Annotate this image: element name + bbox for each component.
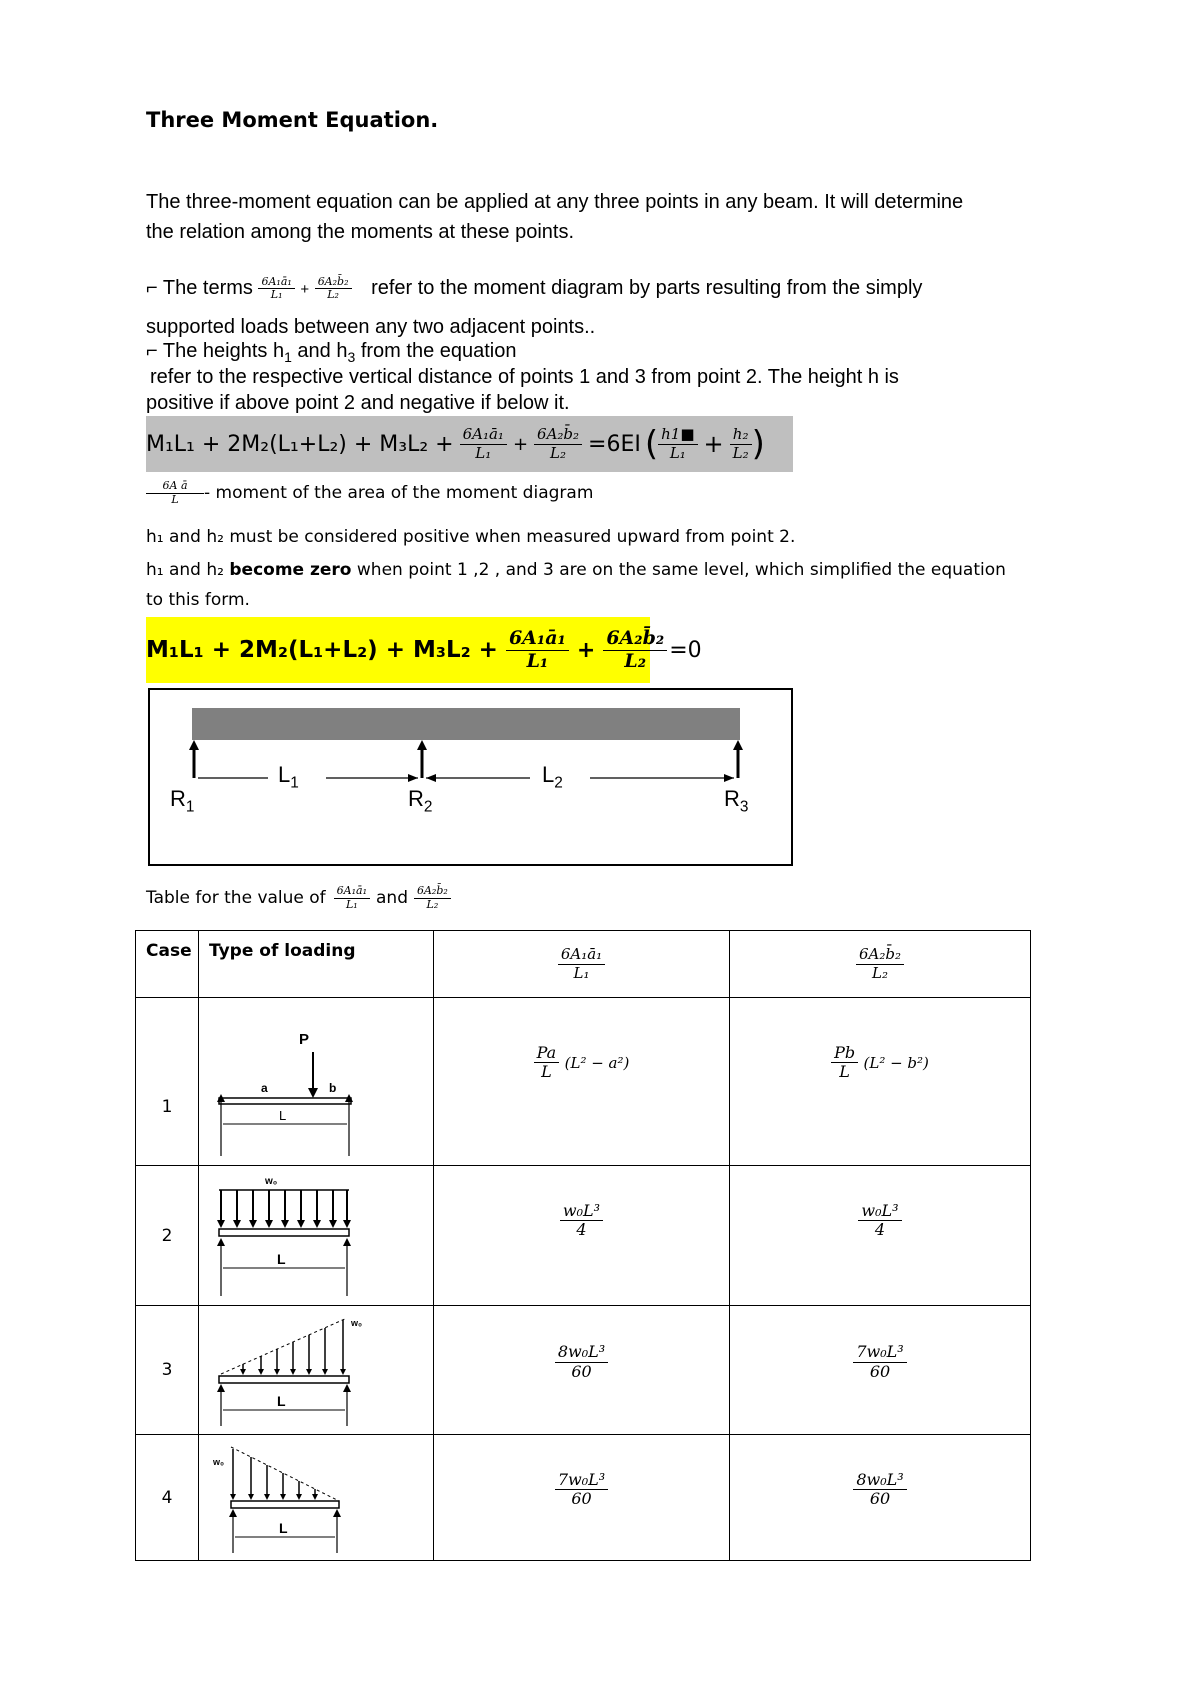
intro-line-1: The three-moment equation can be applied at any three points in any beam. It will determine xyxy=(146,191,964,213)
support-left-head xyxy=(217,1238,225,1246)
note-h-zero-post: when point 1 ,2 , and 3 are on the same level, which simplified the equation xyxy=(351,560,1006,580)
col1-fraction: $\frac{\text{w₀L³}}{4}$ xyxy=(560,1202,603,1240)
label-l1-main: L xyxy=(278,762,291,787)
eq1-fraction-h1: $\frac{h1■}{\text{L₁}}$ xyxy=(658,426,697,462)
eq1-fraction-h2: $\frac{\text{h₂}}{\text{L₂}}$ xyxy=(730,426,752,462)
point-load-diagram xyxy=(199,998,432,1160)
load-arrows xyxy=(243,1320,343,1372)
paren-close: ) xyxy=(751,424,765,464)
header-loading: Type of loading xyxy=(199,931,434,998)
page-title: Three Moment Equation. xyxy=(146,108,439,132)
support-left-head xyxy=(217,1384,225,1392)
support-right-head xyxy=(343,1384,351,1392)
caption-fraction-a1: $\frac{\text{6A₁ā₁}}{\text{L₁}}$ xyxy=(334,885,370,911)
note-h-positive: h₁ and h₂ must be considered positive when measured upward from point 2. xyxy=(146,527,796,547)
label-l2 xyxy=(542,762,563,792)
fraction-6a1a1-l1: $\frac{\text{6A₁ā₁}}{\text{L₁}}$ xyxy=(258,276,294,302)
table-row xyxy=(136,1306,1031,1435)
beam xyxy=(219,1229,349,1236)
table-caption xyxy=(146,885,451,911)
col2-fraction: $\frac{\text{8w₀L³}}{60}$ xyxy=(853,1471,906,1509)
paren-open: ( xyxy=(644,424,659,464)
label-b: b xyxy=(329,1081,337,1095)
bullet-terms xyxy=(146,268,922,310)
col2-value xyxy=(730,1435,1031,1561)
para2-line-2: positive if above point 2 and negative if below it. xyxy=(146,392,570,414)
bullet-mark: ⌐ xyxy=(146,340,158,362)
table-row xyxy=(136,998,1031,1166)
label-l2-sub: 2 xyxy=(554,774,563,792)
label-r1-sub: 1 xyxy=(185,798,195,816)
label-l1 xyxy=(278,762,299,792)
caption-fraction-b2: $\frac{\text{6A₂b̄₂}}{\text{L₂}}$ xyxy=(414,885,451,911)
header-col2 xyxy=(730,931,1031,998)
col2-value xyxy=(730,1166,1031,1306)
bullet-mark: ⌐ xyxy=(146,277,158,299)
label-r3-main: R xyxy=(724,786,740,811)
bullet-terms-line-2: supported loads between any two adjacent points.. xyxy=(146,316,596,338)
header-fraction-b2: $\frac{\text{6A₂b̄₂}}{\text{L₂}}$ xyxy=(856,946,904,982)
support-arrowhead-2 xyxy=(417,740,427,750)
label-l2-main: L xyxy=(542,762,555,787)
beam xyxy=(231,1501,339,1508)
loading-figure-cell xyxy=(199,1306,434,1435)
bullet-heights-mid: and h xyxy=(291,340,348,362)
col2-value xyxy=(730,998,1031,1166)
col1-fraction: $\frac{Pa}{L}$ xyxy=(534,1044,560,1082)
label-l: L xyxy=(279,1108,287,1123)
case-number: 4 xyxy=(136,1435,199,1561)
load-arrows xyxy=(233,1449,315,1497)
table-row xyxy=(136,1435,1031,1561)
uniform-load-diagram xyxy=(199,1166,432,1300)
case-number: 3 xyxy=(136,1306,199,1435)
triangular-load-decreasing-diagram xyxy=(199,1435,432,1555)
eq1-plus: + xyxy=(512,433,529,455)
table-caption-and: and xyxy=(376,888,408,909)
table-caption-pre: Table for the value of xyxy=(146,888,326,909)
label-r2 xyxy=(408,786,432,816)
col1-value xyxy=(434,1166,730,1306)
support-right-head xyxy=(333,1509,341,1517)
table-header-row xyxy=(136,931,1031,998)
note-to-this-form: to this form. xyxy=(146,590,250,610)
sub-1: 1 xyxy=(284,349,292,365)
fraction-6a-a-l: $\frac{\text{6A ā}}{L}$ xyxy=(146,480,204,506)
col1-value xyxy=(434,998,730,1166)
support-arrowhead-1 xyxy=(189,740,199,750)
header-case: Case xyxy=(136,931,199,998)
loading-table xyxy=(135,930,1031,1561)
table-row xyxy=(136,1166,1031,1306)
note-h-zero-bold: become zero xyxy=(229,560,352,580)
case-number: 1 xyxy=(136,998,199,1166)
equation-simplified xyxy=(146,617,702,683)
support-right-head xyxy=(343,1238,351,1246)
label-r1 xyxy=(170,786,194,816)
label-p: P xyxy=(299,1031,310,1048)
label-r1-main: R xyxy=(170,786,186,811)
fraction-6a2b2-l2: $\frac{\text{6A₂b̄₂}}{\text{L₂}}$ xyxy=(315,276,352,302)
beam-bar xyxy=(192,708,740,740)
sub-3: 3 xyxy=(347,349,356,365)
triangular-load-increasing-diagram xyxy=(199,1306,432,1429)
eq2-fraction-a1: $\frac{\text{6A₁ā₁}}{\text{L₁}}$ xyxy=(506,628,569,673)
support-left-head xyxy=(229,1509,237,1517)
moment-area-text: - moment of the area of the moment diagram xyxy=(204,483,594,504)
header-fraction-a1: $\frac{\text{6A₁ā₁}}{\text{L₁}}$ xyxy=(558,946,605,982)
label-r2-sub: 2 xyxy=(423,798,433,816)
col2-tail: (L² − b²) xyxy=(863,1053,929,1072)
beam-diagram xyxy=(150,690,791,864)
eq2-fraction-b2: $\frac{\text{6A₂b̄₂}}{\text{L₂}}$ xyxy=(603,628,667,673)
col2-value xyxy=(730,1306,1031,1435)
equation-general-lhs: M₁L₁ + 2M₂(L₁+L₂) + M₃L₂ + xyxy=(146,431,454,457)
col1-value xyxy=(434,1306,730,1435)
load-arrowheads xyxy=(240,1369,346,1375)
label-r3-sub: 3 xyxy=(739,798,749,816)
dim-arrowhead-l1 xyxy=(408,774,418,782)
equation-general xyxy=(146,416,765,472)
eq2-plus: + xyxy=(576,637,596,663)
note-h-zero xyxy=(146,560,1006,580)
plus-sign: + xyxy=(300,281,310,298)
equation-simplified-lhs: M₁L₁ + 2M₂(L₁+L₂) + M₃L₂ + xyxy=(146,637,498,663)
moment-area-note xyxy=(146,480,593,506)
load-slope xyxy=(221,1318,347,1374)
bullet-heights-pre: The heights h xyxy=(157,340,285,362)
dim-arrowhead-l2 xyxy=(724,774,734,782)
note-h-zero-pre: h₁ and h₂ xyxy=(146,560,230,580)
para2-line-1: refer to the respective vertical distance of points 1 and 3 from point 2. The height h is xyxy=(150,366,899,388)
load-arrows xyxy=(221,1190,347,1224)
col2-fraction: $\frac{\text{w₀L³}}{4}$ xyxy=(858,1202,901,1240)
eq1-fraction-a1: $\frac{\text{6A₁ā₁}}{\text{L₁}}$ xyxy=(460,426,507,462)
beam xyxy=(219,1098,351,1104)
load-arrowheads xyxy=(230,1494,318,1500)
support-arrowhead-3 xyxy=(733,740,743,750)
loading-figure-cell xyxy=(199,1166,434,1306)
eq1-fraction-b2: $\frac{\text{6A₂b̄₂}}{\text{L₂}}$ xyxy=(534,426,582,462)
load-slope xyxy=(231,1447,339,1501)
beam xyxy=(219,1376,349,1383)
bullet-terms-post: refer to the moment diagram by parts resulting from the simply xyxy=(371,277,923,299)
label-l1-sub: 1 xyxy=(290,774,299,792)
point-load-arrowhead xyxy=(308,1088,318,1098)
case-number: 2 xyxy=(136,1166,199,1306)
beam-figure xyxy=(148,688,793,866)
label-w0: w₀ xyxy=(213,1457,225,1467)
col1-value xyxy=(434,1435,730,1561)
bullet-terms-pre: The terms xyxy=(157,277,259,299)
label-w0: w₀ xyxy=(351,1318,363,1328)
eq1-plus-2: + xyxy=(703,430,724,458)
label-l: L xyxy=(277,1251,286,1267)
load-arrowheads xyxy=(217,1220,351,1228)
bullet-heights-post: from the equation xyxy=(355,340,517,362)
label-l: L xyxy=(277,1393,286,1409)
loading-figure-cell xyxy=(199,1435,434,1561)
loading-figure-cell xyxy=(199,998,434,1166)
col1-fraction: $\frac{\text{8w₀L³}}{60}$ xyxy=(555,1343,608,1381)
header-col1 xyxy=(434,931,730,998)
col1-tail: (L² − a²) xyxy=(564,1053,630,1072)
label-l: L xyxy=(279,1520,288,1536)
equation-general-rhs: =6EI xyxy=(588,431,641,457)
label-w0: w₀ xyxy=(265,1176,278,1187)
equation-simplified-rhs: =0 xyxy=(669,637,702,663)
label-a: a xyxy=(261,1081,268,1095)
label-r2-main: R xyxy=(408,786,424,811)
label-r3 xyxy=(724,786,748,816)
col1-fraction: $\frac{\text{7w₀L³}}{60}$ xyxy=(555,1471,608,1509)
intro-line-2: the relation among the moments at these points. xyxy=(146,221,575,243)
col2-fraction: $\frac{Pb}{L}$ xyxy=(831,1044,858,1082)
col2-fraction: $\frac{\text{7w₀L³}}{60}$ xyxy=(853,1343,906,1381)
